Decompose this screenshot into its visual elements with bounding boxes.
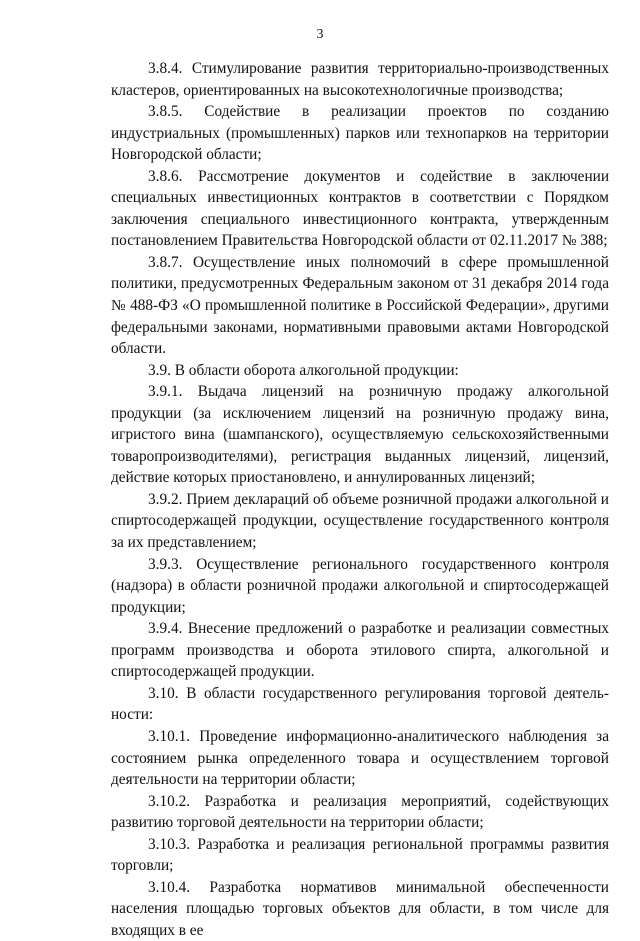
paragraph-3-9-2: 3.9.2. Прием деклараций об объеме розничной продажи алкогольной и спиртосодержащей продукции, осуществление государственного контроля за их представлением;	[111, 490, 609, 552]
page-number: 3	[316, 27, 324, 42]
paragraph-3-10: 3.10. В области государственного регулирования торговой деятельности:	[111, 684, 609, 724]
paragraph-3-8-4: 3.8.4. Стимулирование развития территориально-производственных кластеров, ориентированных на высокотехнологичные производства;	[111, 60, 609, 99]
paragraph-3-9-1: 3.9.1. Выдача лицензий на розничную продажу алкогольной продукции (за исключением лицензий на розничную продажу вина, игристого вина (шампанского), осуществляемую сельскохозяйственными товаропроизводителями), регистрация выданных лицензий, лицензий, действие которых приостановлено, и аннулированных лицензий;	[111, 383, 609, 487]
paragraph-3-9-4: 3.9.4. Внесение предложений о разработке и реализации совместных программ производства и оборота этилового спирта, алкогольной и спиртосодержащей продукции.	[111, 620, 609, 681]
paragraph-3-10-1: 3.10.1. Проведение информационно-аналитического наблюдения за состоянием рынка определенного товара и осуществлением торговой деятельности на территории области;	[111, 727, 609, 789]
paragraph-3-9-3: 3.9.3. Осуществление регионального государственного контроля (надзора) в области розничной продажи алкогольной и спиртосодержащей продукции;	[111, 555, 609, 616]
paragraph-3-10-3: 3.10.3. Разработка и реализация региональной программы развития торговли;	[111, 835, 609, 875]
paragraph-3-8-5: 3.8.5. Содействие в реализации проектов по созданию индустриальных (промышленных) парков или технопарков на территории Новгородской области;	[111, 103, 609, 164]
paragraph-3-10-4: 3.10.4. Разработка нормативов минимальной обеспеченности населения площадью торговых объектов для области, в том числе для входящих в ее	[111, 878, 609, 939]
paragraph-3-10-2: 3.10.2. Разработка и реализация мероприятий, содействующих развитию торговой деятельности на территории области;	[111, 792, 609, 832]
document-body	[111, 58, 609, 941]
paragraph-3-8-7: 3.8.7. Осуществление иных полномочий в сфере промышленной политики, предусмотренных Федеральным законом от 31 декабря 2014 года № 488-ФЗ «О промышленной политике в Российской Федерации», другими федеральными законами, нормативными правовыми актами Новгородской области.	[111, 253, 609, 358]
paragraph-3-9: 3.9. В области оборота алкогольной продукции:	[148, 361, 459, 379]
paragraph-3-8-6: 3.8.6. Рассмотрение документов и содействие в заключении специальных инвестиционных контрактов в соответствии с Порядком заключения специального инвестиционного контракта, утвержденным постановлением Правительства Новгородской области от 02.11.2017 № 388;	[111, 167, 609, 250]
